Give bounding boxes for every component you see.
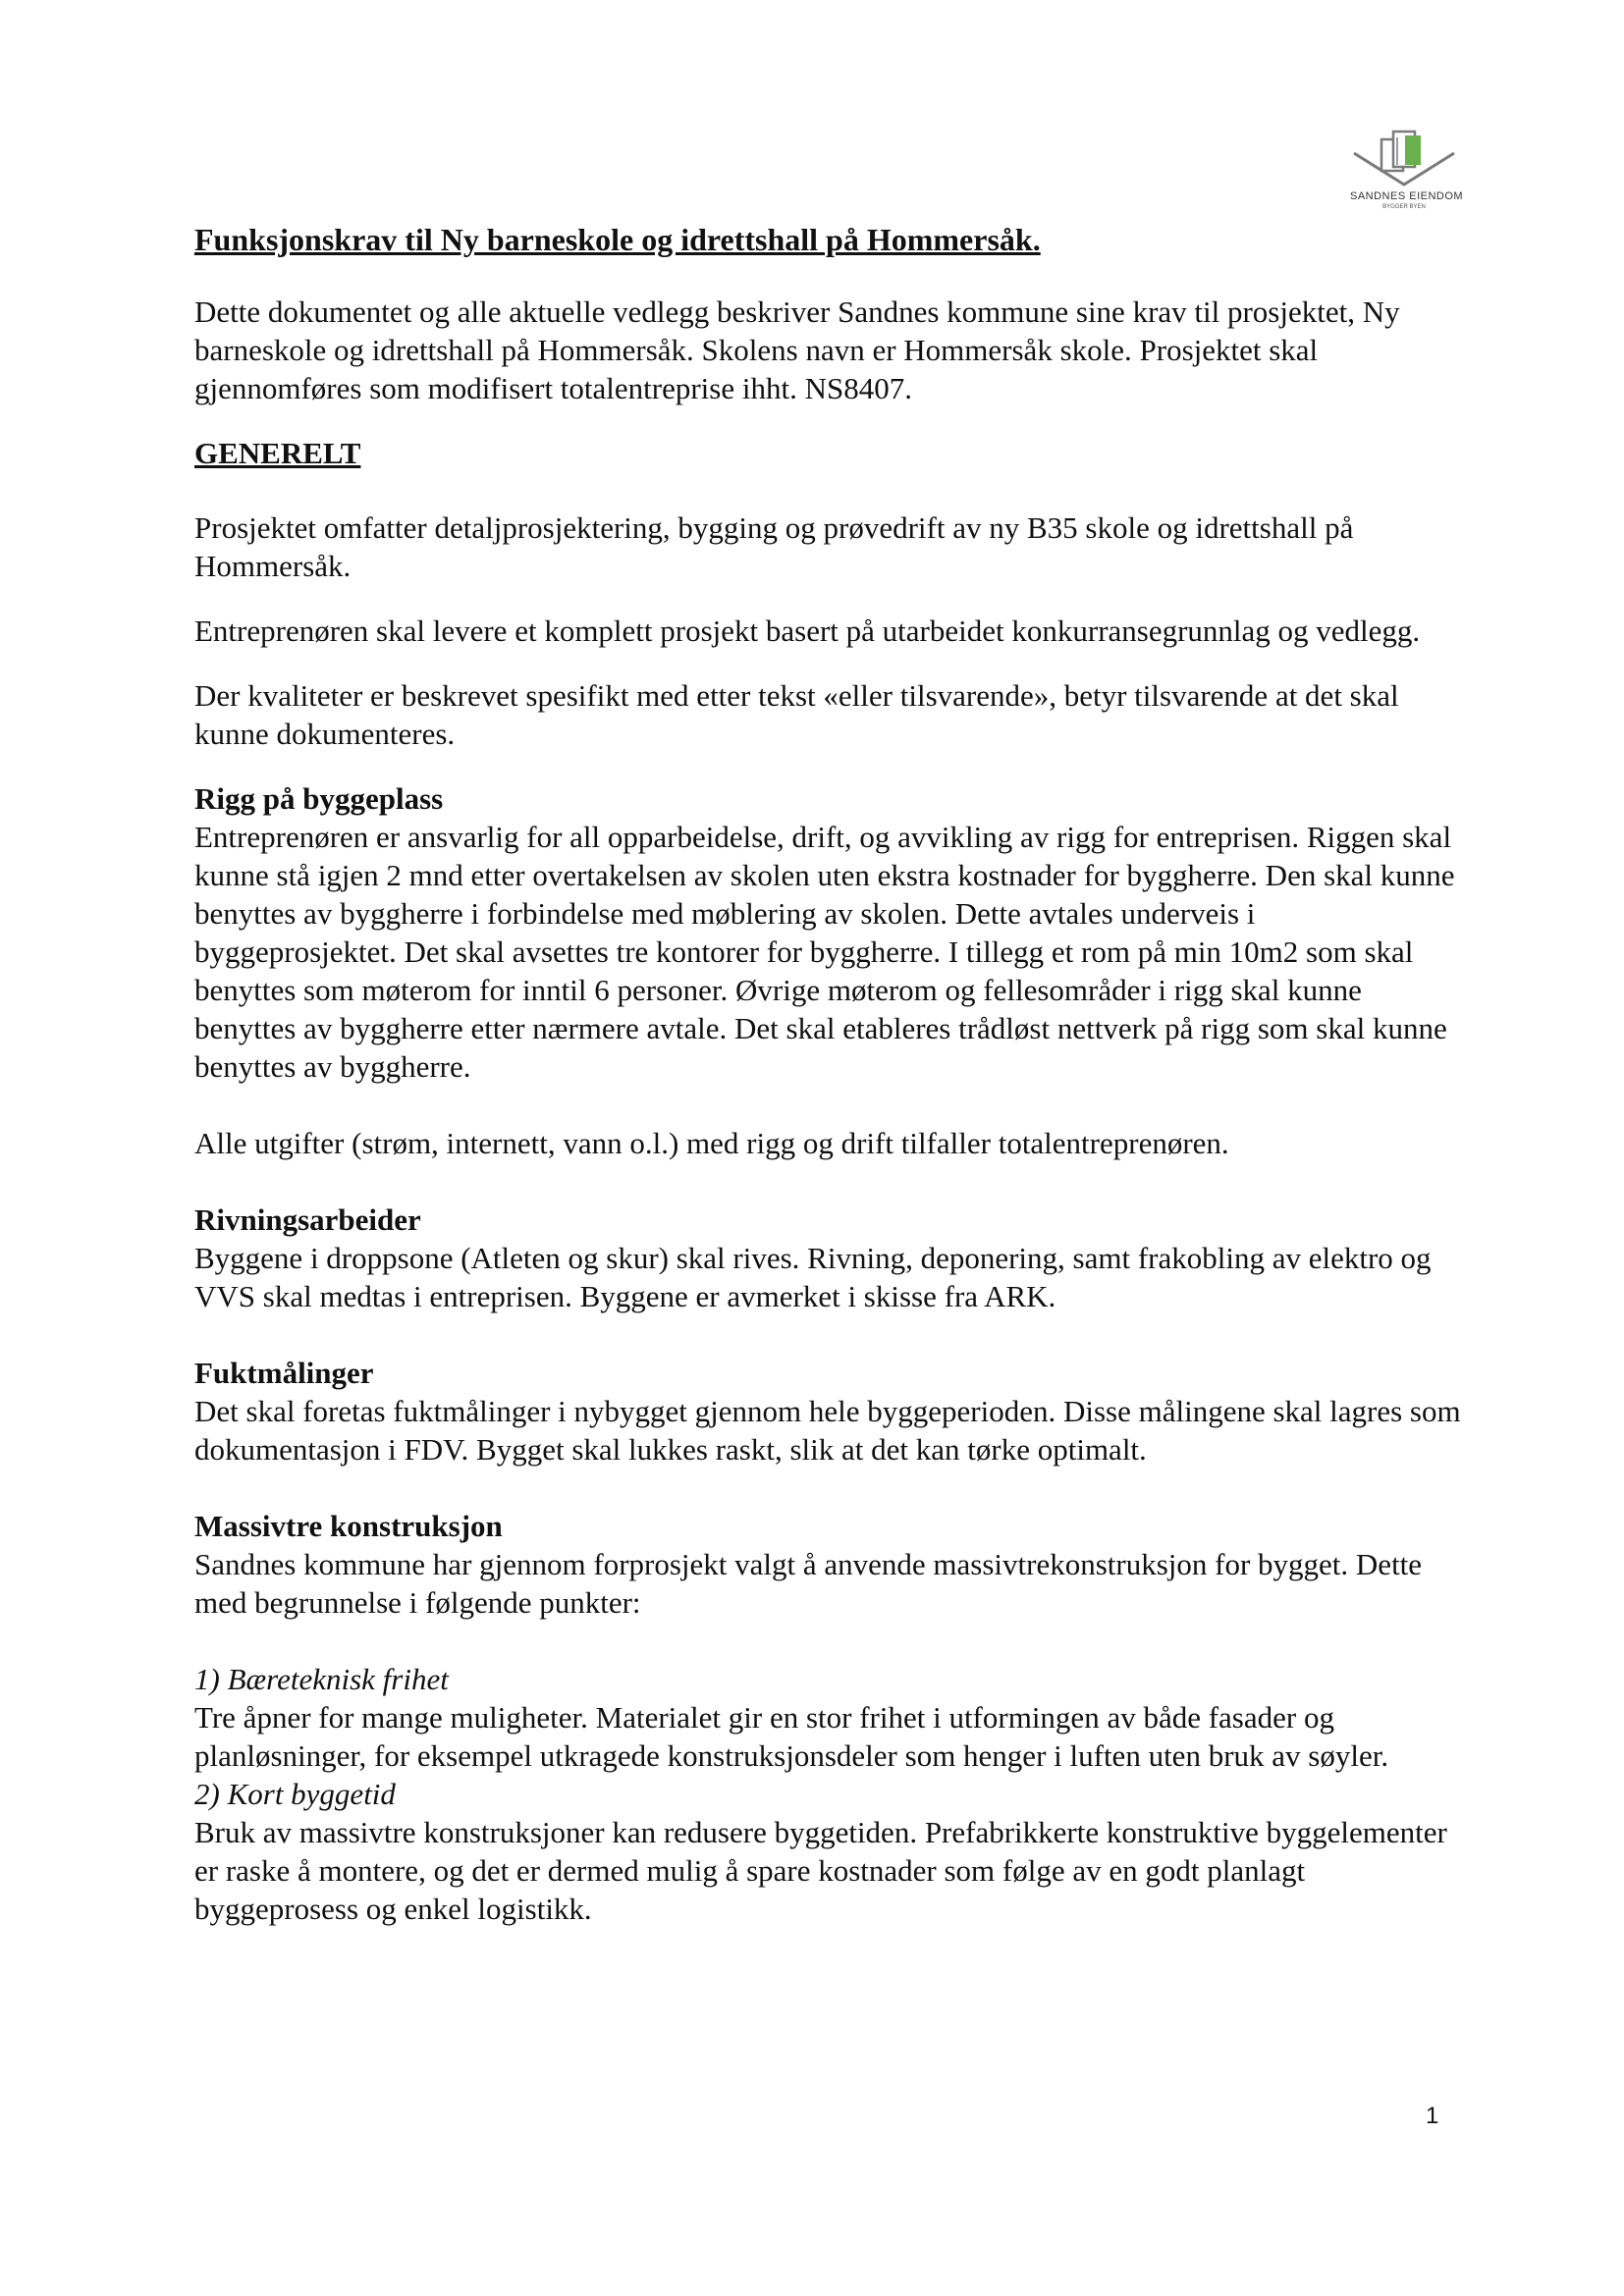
blank-line — [194, 1468, 1461, 1507]
rivning-paragraph: Byggene i droppsone (Atleten og skur) skal rives. Rivning, deponering, samt frakobling av elektro og VVS skal medtas i entreprisen. Byggene er avmerket i skisse fra ARK. — [194, 1241, 1432, 1313]
massivtre-heading: Massivtre konstruksjon — [194, 1509, 503, 1543]
intro-paragraph: Dette dokumentet og alle aktuelle vedlegg beskriver Sandnes kommune sine krav til prosjektet, Ny barneskole og idrettshall på Hommersåk. Skolens navn er Hommersåk skole. Prosjektet skal gjennomføres som modifisert totalentreprise ihht. NS8407. — [194, 294, 1400, 405]
fukt-paragraph: Det skal foretas fuktmålinger i nybygget gjennom hele byggeperioden. Disse målingene skal lagres som dokumentasjon i FDV. Bygget skal lukkes raskt, slik at det kan tørke optimalt. — [194, 1394, 1461, 1467]
document-body — [194, 220, 1461, 1928]
massivtre-paragraph: Sandnes kommune har gjennom forprosjekt valgt å anvende massivtrekonstruksjon for bygget. Dette med begrunnelse i følgende punkter: — [194, 1547, 1423, 1620]
blank-line — [194, 1162, 1461, 1201]
rigg-paragraph: Entreprenøren er ansvarlig for all opparbeidelse, drift, og avvikling av rigg for entreprisen. Riggen skal kunne stå igjen 2 mnd etter overtakelsen av skolen uten ekstra kostnader for byggherre. Den skal kunne benyttes av byggherre i forbindelse med møblering av skolen. Dette avtales underveis i byggeprosjektet. Det skal avsettes tre kontorer for byggherre. I tillegg et rom på min 10m2 som skal benyttes som møterom for inntil 6 personer. Øvrige møterom og fellesområder i rigg skal kunne benyttes av byggherre etter nærmere avtale. Det skal etableres trådløst nettverk på rigg som skal kunne benyttes av byggherre. — [194, 820, 1455, 1084]
page-number: 1 — [1426, 2103, 1439, 2129]
massivtre-point-text: Bruk av massivtre konstruksjoner kan redusere byggetiden. Prefabrikkerte konstruktive byggelementer er raske å montere, og det er dermed mulig å spare kostnader som følge av en godt planlagt byggeprosess og enkel logistikk. — [194, 1815, 1447, 1926]
logo-company-name: SANDNES EIENDOM — [1350, 190, 1464, 202]
general-paragraph: Der kvaliteter er beskrevet spesifikt med etter tekst «eller tilsvarende», betyr tilsvarende at det skal kunne dokumenteres. — [194, 678, 1399, 751]
rigg-costs-paragraph: Alle utgifter (strøm, internett, vann o.l.) med rigg og drift tilfaller totalentreprenøren. — [194, 1126, 1229, 1160]
general-paragraph: Prosjektet omfatter detaljprosjektering, bygging og prøvedrift av ny B35 skole og idrettshall på Hommersåk. — [194, 510, 1354, 583]
rivning-heading: Rivningsarbeider — [194, 1202, 421, 1237]
massivtre-point-heading: 2) Kort byggetid — [194, 1777, 396, 1811]
general-paragraph: Entreprenøren skal levere et komplett prosjekt basert på utarbeidet konkurransegrunnlag og vedlegg. — [194, 614, 1421, 648]
blank-line — [194, 1086, 1461, 1124]
sandnes-eiendom-logo — [1350, 126, 1478, 224]
massivtre-point-heading: 1) Bæreteknisk frihet — [194, 1662, 449, 1696]
house-logo-icon — [1350, 126, 1458, 190]
document-title: Funksjonskrav til Ny barneskole og idrettshall på Hommersåk. — [194, 222, 1041, 257]
logo-tagline: BYGGER BYEN — [1382, 204, 1426, 210]
general-heading: GENERELT — [194, 436, 361, 470]
massivtre-point-text: Tre åpner for mange muligheter. Materialet gir en stor frihet i utformingen av både fasader og planløsninger, for eksempel utkragede konstruksjonsdeler som henger i luften uten bruk av søyler. — [194, 1700, 1389, 1773]
fukt-heading: Fuktmålinger — [194, 1356, 374, 1390]
rigg-heading: Rigg på byggeplass — [194, 781, 444, 816]
blank-line — [194, 1315, 1461, 1354]
blank-line — [194, 1622, 1461, 1660]
